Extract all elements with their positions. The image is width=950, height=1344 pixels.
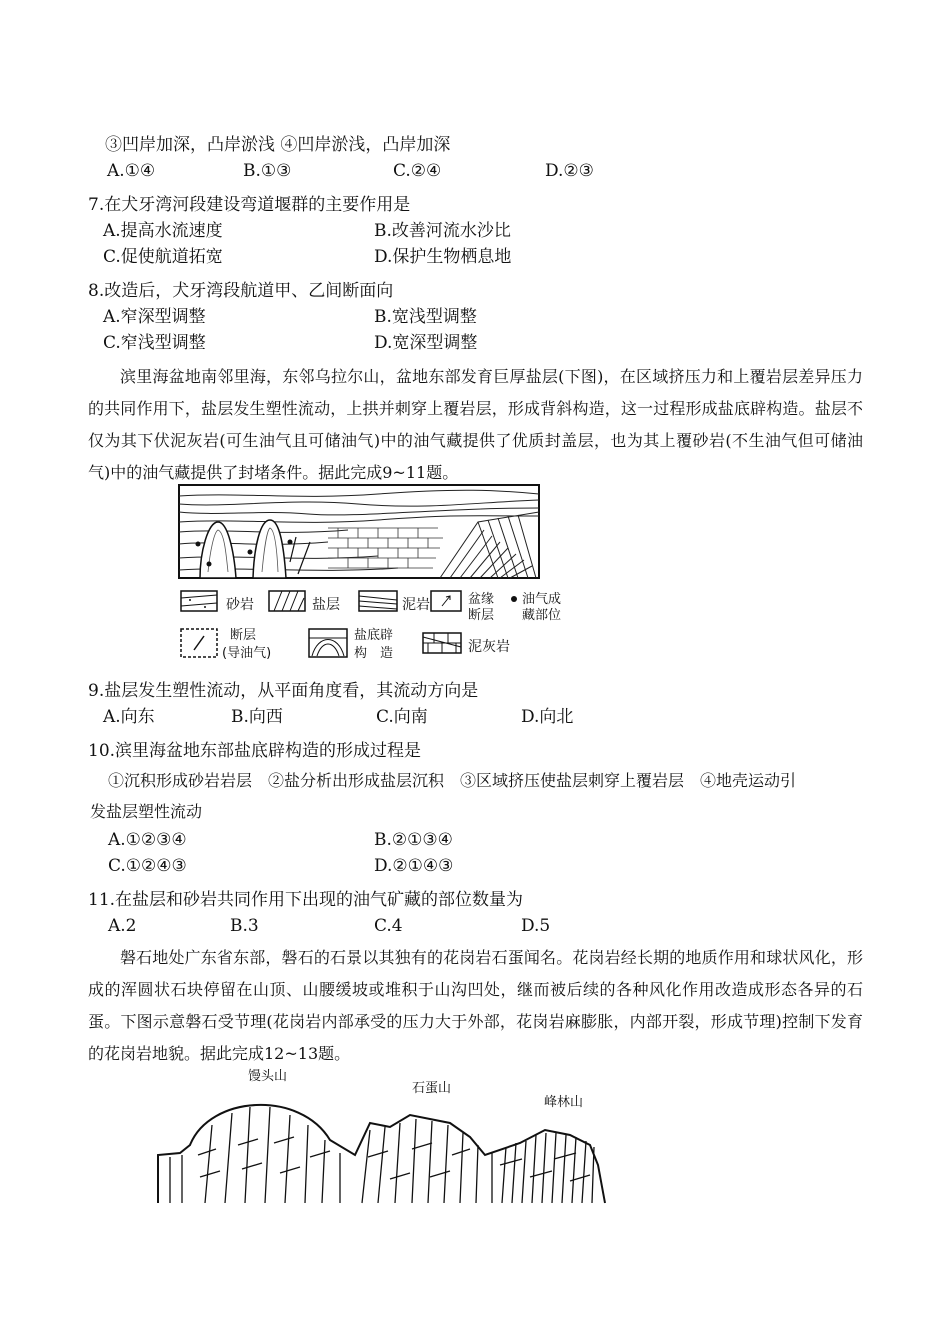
legend-basin-fault-2: 断层 bbox=[468, 608, 495, 623]
q6-option-a: A.①④ bbox=[107, 161, 156, 181]
q9-option-b: B.向西 bbox=[231, 707, 283, 727]
legend-fault-2: (导油气) bbox=[222, 646, 272, 661]
salt-diapir-cross-section bbox=[178, 482, 543, 582]
q6-option-d: D.②③ bbox=[545, 161, 594, 181]
q11-stem: 11.在盐层和砂岩共同作用下出现的油气矿藏的部位数量为 bbox=[88, 890, 524, 910]
q8-option-a: A.窄深型调整 bbox=[103, 307, 206, 327]
marl-symbol bbox=[422, 632, 462, 654]
q6-option-c: C.②④ bbox=[393, 161, 442, 181]
legend-basin-fault-1: 盆缘 bbox=[468, 592, 495, 607]
fault-symbol bbox=[180, 628, 218, 658]
passage-granite: 磐石地处广东省东部，磐石的石景以其独有的花岗岩石蛋闻名。花岗岩经长期的地质作用和球状风化，形成的浑圆状石块停留在山顶、山腰缓坡或堆积于山沟凹处，继而被后续的各种风化作用改造成形态各异的石蛋。下图示意磐石受节理(花岗岩内部承受的压力大于外部，花岗岩麻膨胀，内部开裂，形成节理)控制下发育的花岗岩地貌。据此完成12~13题。 bbox=[88, 948, 863, 1063]
figure1-legend bbox=[178, 586, 598, 666]
q10-option-a: A.①②③④ bbox=[108, 830, 187, 850]
q6-item-line: ③凹岸加深，凸岸淤浅 ④凹岸淤浅，凸岸加深 bbox=[105, 135, 451, 155]
q9-option-d: D.向北 bbox=[521, 707, 574, 727]
q11-option-a: A.2 bbox=[108, 916, 137, 936]
q10-stem: 10.滨里海盆地东部盐底辟构造的形成过程是 bbox=[88, 741, 422, 761]
q11-option-c: C.4 bbox=[374, 916, 403, 936]
q6-option-b: B.①③ bbox=[243, 161, 292, 181]
q10-option-b: B.②①③④ bbox=[374, 830, 453, 850]
q8-option-b: B.宽浅型调整 bbox=[374, 307, 477, 327]
mudstone-symbol bbox=[358, 590, 398, 612]
q8-option-d: D.宽深型调整 bbox=[374, 333, 478, 353]
q7-stem: 7.在犬牙湾河段建设弯道堰群的主要作用是 bbox=[88, 195, 411, 215]
q11-option-d: D.5 bbox=[521, 916, 551, 936]
legend-fault-1: 断层 bbox=[230, 628, 257, 643]
granite-landform-drawing bbox=[150, 1085, 620, 1211]
legend-salt: 盐层 bbox=[312, 597, 340, 613]
q7-option-b: B.改善河流水沙比 bbox=[374, 221, 511, 241]
legend-diapir-2: 构 造 bbox=[354, 646, 394, 661]
legend-sandstone: 砂岩 bbox=[226, 597, 254, 613]
salt-diapir-symbol bbox=[308, 628, 348, 658]
q10-items-line2: 发盐层塑性流动 bbox=[90, 802, 203, 821]
q7-option-a: A.提高水流速度 bbox=[103, 221, 223, 241]
legend-mudstone: 泥岩 bbox=[402, 597, 430, 613]
q9-option-c: C.向南 bbox=[376, 707, 428, 727]
q11-option-b: B.3 bbox=[230, 916, 259, 936]
legend-diapir-1: 盐底辟 bbox=[354, 628, 394, 643]
label-stone-egg-hill: 石蛋山 bbox=[412, 1081, 452, 1096]
legend-oil-site-1: 油气成 bbox=[522, 592, 562, 607]
q10-items-line1: ①沉积形成砂岩岩层 ②盐分析出形成盐层沉积 ③区域挤压使盐层刺穿上覆岩层 ④地壳运动引 bbox=[108, 771, 797, 790]
q7-option-c: C.促使航道拓宽 bbox=[103, 247, 223, 267]
legend-oil-site-2: 藏部位 bbox=[522, 608, 562, 623]
sandstone-symbol bbox=[180, 590, 218, 612]
basin-fault-symbol bbox=[430, 590, 462, 612]
q10-option-c: C.①②④③ bbox=[108, 856, 187, 876]
legend-marl: 泥灰岩 bbox=[468, 639, 510, 655]
q9-option-a: A.向东 bbox=[103, 707, 155, 727]
label-mantou-hill: 馒头山 bbox=[248, 1069, 288, 1084]
q8-option-c: C.窄浅型调整 bbox=[103, 333, 206, 353]
q9-stem: 9.盐层发生塑性流动，从平面角度看，其流动方向是 bbox=[88, 681, 479, 701]
passage-salt-diapir: 滨里海盆地南邻里海，东邻乌拉尔山，盆地东部发育巨厚盐层(下图)，在区域挤压力和上覆岩层差异压力的共同作用下，盐层发生塑性流动，上拱并刺穿上覆岩层，形成背斜构造，这一过程形成盐底辟构造。盐层不仅为其下伏泥灰岩(可生油气且可储油气)中的油气藏提供了优质封盖层，也为其上覆砂岩(不生油气但可储油气)中的油气藏提供了封堵条件。据此完成9~11题。 bbox=[88, 367, 863, 482]
salt-symbol bbox=[268, 590, 306, 612]
granite-landform-figure bbox=[150, 1065, 620, 1215]
q10-option-d: D.②①④③ bbox=[374, 856, 454, 876]
q8-stem: 8.改造后，犬牙湾段航道甲、乙间断面向 bbox=[88, 281, 394, 301]
label-peak-forest-hill: 峰林山 bbox=[544, 1095, 584, 1110]
oil-site-dot-symbol bbox=[511, 596, 517, 602]
q7-option-d: D.保护生物栖息地 bbox=[374, 247, 512, 267]
